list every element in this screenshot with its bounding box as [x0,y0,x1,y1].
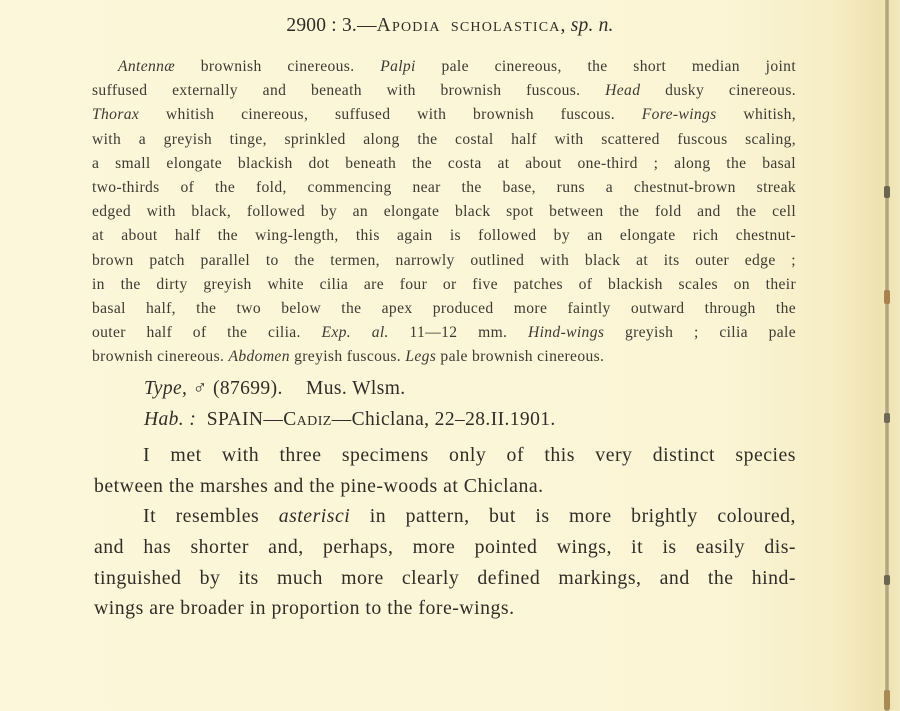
italic-term: asterisci [278,505,351,528]
text-run: basal half, the two below the apex produced more faintly outward through the [92,299,796,317]
description-line [92,128,796,152]
sex-symbol: ♂ [192,378,208,399]
text-run: with a greyish tinge, sprinkled along the costal half with scattered fuscous scaling, [92,130,796,148]
type-line [144,378,406,400]
species-number: 2900 : 3.— [286,15,377,36]
text-run: suffused externally and beneath with brownish fuscous. [92,82,606,100]
text-run: edged with black, followed by an elongate black spot between the fold and the cell [92,203,796,221]
genus-name: Apodia [376,15,441,36]
binding-mark [884,413,890,423]
italic-term: Abdomen [228,348,290,366]
description-line [92,176,796,200]
text-run: a small elongate blackish dot beneath the costa at about one-third ; along the basal [92,154,796,172]
body-line [94,532,796,563]
text-run: whitish, [716,106,796,124]
italic-term: Hind-wings [527,324,605,342]
text-run: I met with three specimens only of this very distinct species [143,444,796,466]
body-line [94,471,796,502]
description-line [92,152,796,176]
dash: — [263,409,284,430]
italic-term: Legs [405,348,437,366]
text-run: brownish cinereous. [175,58,381,75]
specimen-number: (87699). [212,378,283,399]
text-run: in pattern, but is more brightly coloured, [350,505,796,528]
description-line [92,273,796,297]
text-run: tinguished by its much more clearly defined markings, and the hind- [94,566,796,589]
text-run: greyish ; cilia pale [604,324,796,342]
body-line [94,563,796,594]
hab-label: Hab. : [144,409,197,430]
text-run: whitish cinereous, suffused with brownish fuscous. [139,106,642,124]
country: SPAIN [206,409,264,430]
species-heading [0,15,900,37]
text-run: greyish fuscous. [289,348,406,366]
text-run: outer half of the cilia. [92,324,322,342]
text-run: brown patch parallel to the termen, narrowly outlined with black at its outer edge ; [92,251,796,269]
description-line [92,345,796,369]
italic-term: Palpi [380,58,416,75]
locality: Chiclana, 22–28.II.1901. [351,409,556,430]
museum: Mus. Wlsm. [306,378,406,399]
italic-term: Fore-wings [641,106,717,124]
species-description [92,55,796,369]
description-line [92,297,796,321]
text-run: pale cinereous, the short median joint [415,58,797,75]
binding-mark [884,575,890,585]
province: Cadiz [283,409,332,430]
binding-mark [884,186,890,198]
text-run: at about half the wing-length, this again is followed by an elongate rich chestnut- [92,227,796,245]
text-run: pale brownish cinereous. [436,348,605,366]
description-line [92,249,796,273]
italic-term: Thorax [92,106,140,124]
text-run: brownish cinereous. [92,348,229,366]
description-line [92,224,796,248]
description-line [92,103,796,127]
text-run: wings are broader in proportion to the fore-wings. [94,597,515,620]
dash: — [331,409,352,430]
description-line [92,200,796,224]
species-name: scholastica [450,15,561,36]
binding-mark [884,690,890,710]
text-run: It resembles [143,505,279,528]
type-label: Type, [144,378,188,399]
binding-mark [884,290,890,304]
body-text [94,440,796,624]
text-run: in the dirty greyish white cilia are four or five patches of blackish scales on their [92,275,796,293]
habitat-line [144,409,556,431]
description-line [92,55,796,79]
body-line [94,501,796,532]
text-run: 11—12 mm. [388,324,528,342]
page-edge [889,0,900,711]
body-line [94,440,796,471]
species-status: sp. n. [570,15,614,36]
italic-term: Antennæ [118,58,176,75]
description-line [92,321,796,345]
text-run: between the marshes and the pine-woods at Chiclana. [94,474,544,497]
text-run: dusky cinereous. [640,82,796,100]
body-line [94,593,796,624]
text-run: two-thirds of the fold, commencing near the base, runs a chestnut-brown streak [92,178,796,196]
description-line [92,79,796,103]
text-run: and has shorter and, perhaps, more pointed wings, it is easily dis- [94,536,796,559]
heading-comma: , [560,15,566,36]
italic-term: Head [605,82,641,100]
italic-term: Exp. al. [321,324,389,342]
